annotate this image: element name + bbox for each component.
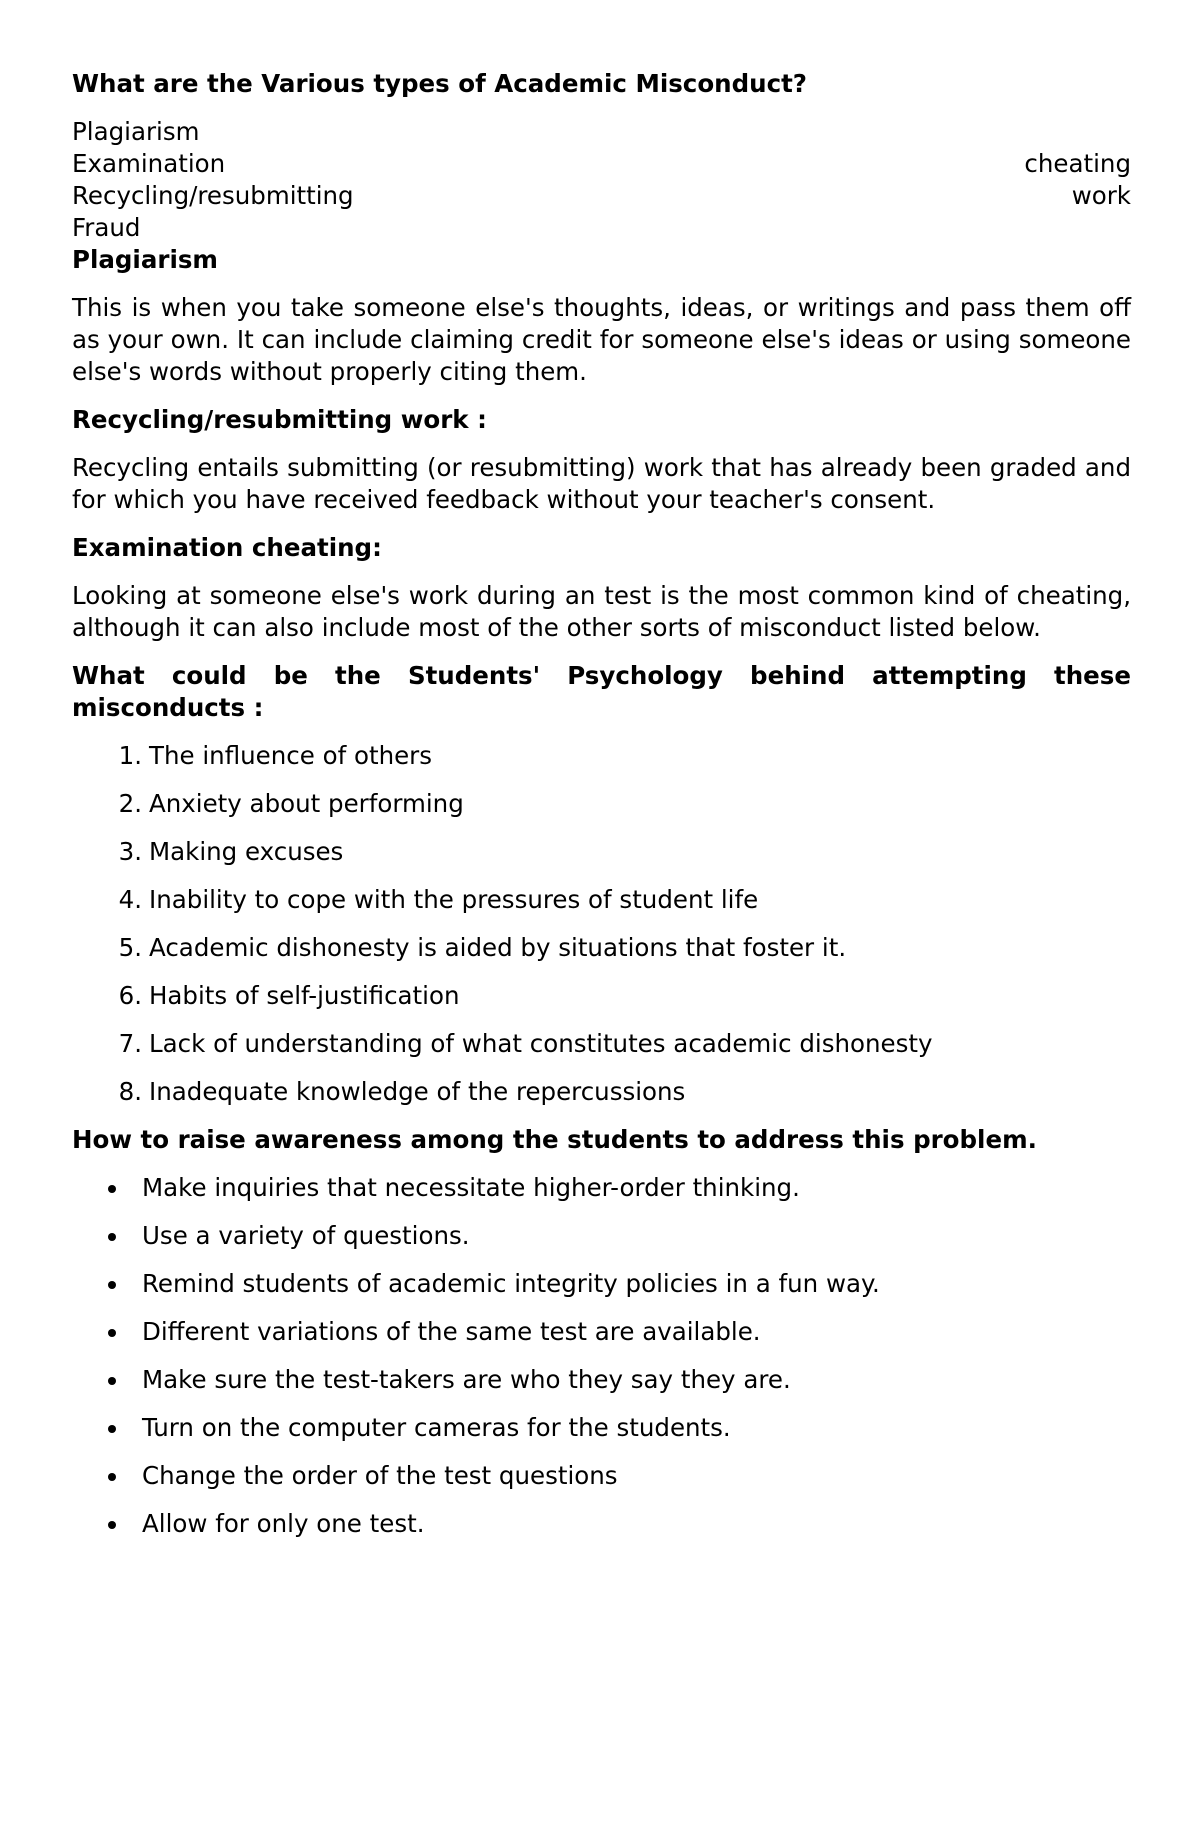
type-recycling-right: work [1071, 181, 1131, 210]
list-item [72, 1364, 1131, 1396]
psychology-heading-line1: What could be the Students' Psychology behind attempting these [72, 661, 1131, 690]
recycling-heading: Recycling/resubmitting work : [72, 405, 487, 434]
list-item-text: Change the order of the test questions [142, 1461, 618, 1490]
list-item [72, 1028, 1131, 1060]
list-number: 8. [118, 1077, 142, 1106]
list-item-text: Inability to cope with the pressures of student life [149, 885, 759, 914]
list-item-text: The influence of others [149, 741, 433, 770]
type-examination-right: cheating [1024, 149, 1131, 178]
exam-cheating-heading: Examination cheating: [72, 533, 382, 562]
list-number: 5. [118, 933, 142, 962]
bullet-icon [72, 1412, 142, 1444]
list-item [72, 1076, 1131, 1108]
psychology-list [72, 740, 1131, 1108]
type-recycling-left: Recycling/resubmitting [72, 181, 354, 210]
list-item [72, 740, 1131, 772]
list-item-text: Lack of understanding of what constitutes academic dishonesty [149, 1029, 933, 1058]
awareness-list [72, 1172, 1131, 1540]
list-item [72, 980, 1131, 1012]
bullet-icon [72, 1220, 142, 1252]
list-item-text: Allow for only one test. [142, 1509, 425, 1538]
main-heading: What are the Various types of Academic Misconduct? [72, 69, 808, 98]
list-item [72, 788, 1131, 820]
list-number: 1. [118, 741, 142, 770]
type-plagiarism: Plagiarism [72, 117, 200, 146]
list-item [72, 1508, 1131, 1540]
list-item-text: Habits of self-justification [149, 981, 460, 1010]
list-item [72, 1268, 1131, 1300]
list-item [72, 1460, 1131, 1492]
list-number: 6. [118, 981, 142, 1010]
bullet-icon [72, 1316, 142, 1348]
list-item-text: Anxiety about performing [149, 789, 464, 818]
list-item-text: Make inquiries that necessitate higher-order thinking. [142, 1173, 800, 1202]
list-item-text: Make sure the test-takers are who they say they are. [142, 1365, 791, 1394]
list-item [72, 932, 1131, 964]
bullet-icon [72, 1268, 142, 1300]
exam-cheating-paragraph: Looking at someone else's work during an test is the most common kind of cheating, although it can also include most of the other sorts of misconduct listed below. [72, 581, 1131, 642]
list-item [72, 1172, 1131, 1204]
plagiarism-heading: Plagiarism [72, 245, 218, 274]
list-item-text: Inadequate knowledge of the repercussions [149, 1077, 686, 1106]
type-examination-left: Examination [72, 149, 226, 178]
list-item-text: Use a variety of questions. [142, 1221, 470, 1250]
list-item [72, 1412, 1131, 1444]
list-item-text: Turn on the computer cameras for the students. [142, 1413, 731, 1442]
bullet-icon [72, 1172, 142, 1204]
list-item-text: Academic dishonesty is aided by situations that foster it. [149, 933, 847, 962]
list-number: 2. [118, 789, 142, 818]
list-item-text: Making excuses [149, 837, 344, 866]
type-recycling-work [72, 180, 1131, 212]
recycling-paragraph: Recycling entails submitting (or resubmitting) work that has already been graded and for which you have received feedback without your teacher's consent. [72, 453, 1131, 514]
psychology-heading-line2: misconducts : [72, 693, 264, 722]
list-item [72, 836, 1131, 868]
type-examination-cheating [72, 148, 1131, 180]
list-item-text: Remind students of academic integrity policies in a fun way. [142, 1269, 880, 1298]
psychology-heading [72, 660, 1131, 724]
bullet-icon [72, 1364, 142, 1396]
list-item-text: Different variations of the same test are available. [142, 1317, 761, 1346]
misconduct-types-list [72, 116, 1131, 244]
list-number: 7. [118, 1029, 142, 1058]
list-item [72, 884, 1131, 916]
list-number: 4. [118, 885, 142, 914]
type-fraud: Fraud [72, 213, 141, 242]
list-item [72, 1220, 1131, 1252]
list-number: 3. [118, 837, 142, 866]
awareness-heading: How to raise awareness among the students to address this problem. [72, 1125, 1037, 1154]
plagiarism-paragraph: This is when you take someone else's thoughts, ideas, or writings and pass them off as your own. It can include claiming credit for someone else's ideas or using someone else's words without properly citing them. [72, 293, 1131, 386]
bullet-icon [72, 1508, 142, 1540]
bullet-icon [72, 1460, 142, 1492]
list-item [72, 1316, 1131, 1348]
